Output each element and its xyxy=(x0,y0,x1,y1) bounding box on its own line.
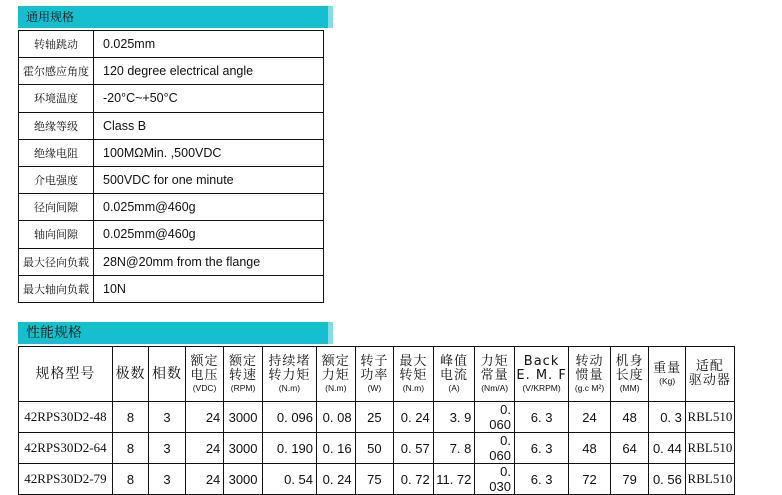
table-cell: 0. 24 xyxy=(317,464,356,495)
table-cell: 75 xyxy=(355,464,394,495)
column-header: 峰值 电流 (A) xyxy=(433,347,475,402)
table-row xyxy=(19,275,324,302)
table-cell: 50 xyxy=(355,433,394,464)
spec-key: 环境温度 xyxy=(19,85,94,112)
table-cell: 0. 060 xyxy=(475,433,515,464)
table-cell: 6. 3 xyxy=(514,464,568,495)
table-cell: 3000 xyxy=(224,433,263,464)
table-cell: 0. 030 xyxy=(475,464,515,495)
table-cell: 3 xyxy=(149,402,185,433)
model-cell: 42RPS30D2-64 xyxy=(19,433,113,464)
table-cell: 64 xyxy=(610,433,649,464)
spec-value: 28N@20mm from the flange xyxy=(94,248,324,275)
spec-key: 最大轴向负载 xyxy=(19,275,94,302)
general-specs-table xyxy=(18,30,324,303)
spec-value: 0.025mm@460g xyxy=(94,221,324,248)
column-header: 持续堵 转力矩 (N.m) xyxy=(262,347,316,402)
table-row xyxy=(19,31,324,58)
driver-cell: RBL510 xyxy=(685,402,734,433)
table-cell: 3000 xyxy=(224,464,263,495)
table-cell: 0. 08 xyxy=(317,402,356,433)
spec-value: Class B xyxy=(94,112,324,139)
column-header: 最大 转矩 (N.m) xyxy=(394,347,434,402)
table-cell: 3. 9 xyxy=(433,402,475,433)
table-row xyxy=(19,139,324,166)
general-specs-header: 通用规格 xyxy=(18,6,328,28)
table-cell: 8 xyxy=(112,433,148,464)
table-cell: 0. 44 xyxy=(649,433,685,464)
table-row xyxy=(19,58,324,85)
column-header: 重量 (Kg) xyxy=(649,347,685,402)
spec-key: 绝缘等级 xyxy=(19,112,94,139)
column-header: 规格型号 xyxy=(19,347,113,402)
table-row xyxy=(19,112,324,139)
table-cell: 0. 72 xyxy=(394,464,434,495)
spec-value: 100MΩMin. ,500VDC xyxy=(94,139,324,166)
spec-key: 介电强度 xyxy=(19,166,94,193)
column-header: 机身 长度 (MM) xyxy=(610,347,649,402)
table-cell: 0. 16 xyxy=(317,433,356,464)
column-header: 额定 力矩 (N.m) xyxy=(317,347,356,402)
table-row xyxy=(19,248,324,275)
driver-cell: RBL510 xyxy=(685,433,734,464)
driver-cell: RBL510 xyxy=(685,464,734,495)
table-cell: 8 xyxy=(112,464,148,495)
table-cell: 6. 3 xyxy=(514,433,568,464)
column-header: 额定 转速 (RPM) xyxy=(224,347,263,402)
performance-specs-header: 性能规格 xyxy=(18,322,328,344)
column-header: 额定 电压 (VDC) xyxy=(185,347,224,402)
table-cell: 0. 060 xyxy=(475,402,515,433)
table-cell: 24 xyxy=(185,402,224,433)
table-cell: 24 xyxy=(185,433,224,464)
table-cell: 8 xyxy=(112,402,148,433)
table-cell: 3 xyxy=(149,464,185,495)
column-header: 适配 驱动器 xyxy=(685,347,734,402)
table-row xyxy=(19,166,324,193)
spec-value: 500VDC for one minute xyxy=(94,166,324,193)
table-cell: 6. 3 xyxy=(514,402,568,433)
table-cell: 0. 24 xyxy=(394,402,434,433)
table-cell: 11. 72 xyxy=(433,464,475,495)
spec-key: 绝缘电阻 xyxy=(19,139,94,166)
table-cell: 24 xyxy=(185,464,224,495)
column-header: 力矩 常量 (Nm/A) xyxy=(475,347,515,402)
spec-key: 转轴跳动 xyxy=(19,31,94,58)
table-row xyxy=(19,433,735,464)
spec-key: 最大径向负载 xyxy=(19,248,94,275)
spec-value: 0.025mm@460g xyxy=(94,194,324,221)
column-header: 转动 惯量 (g.c M²) xyxy=(569,347,611,402)
column-header: 相数 xyxy=(149,347,185,402)
spec-value: 0.025mm xyxy=(94,31,324,58)
spec-value: 120 degree electrical angle xyxy=(94,58,324,85)
table-cell: 79 xyxy=(610,464,649,495)
spec-value: -20°C~+50°C xyxy=(94,85,324,112)
table-cell: 3000 xyxy=(224,402,263,433)
table-cell: 7. 8 xyxy=(433,433,475,464)
spec-key: 径向间隙 xyxy=(19,194,94,221)
table-cell: 0. 54 xyxy=(262,464,316,495)
table-cell: 0. 3 xyxy=(649,402,685,433)
column-header: 极数 xyxy=(112,347,148,402)
spec-value: 10N xyxy=(94,275,324,302)
table-cell: 0. 096 xyxy=(262,402,316,433)
table-cell: 0. 57 xyxy=(394,433,434,464)
header-row xyxy=(19,347,735,402)
table-row xyxy=(19,85,324,112)
table-row xyxy=(19,194,324,221)
table-cell: 24 xyxy=(569,402,611,433)
model-cell: 42RPS30D2-48 xyxy=(19,402,113,433)
spec-key: 霍尔感应角度 xyxy=(19,58,94,85)
table-cell: 72 xyxy=(569,464,611,495)
performance-specs-table xyxy=(18,346,735,495)
table-row xyxy=(19,221,324,248)
spec-key: 轴向间隙 xyxy=(19,221,94,248)
table-cell: 0. 56 xyxy=(649,464,685,495)
table-cell: 0. 190 xyxy=(262,433,316,464)
table-row xyxy=(19,402,735,433)
column-header: Back E. M. F (V/KRPM) xyxy=(514,347,568,402)
table-cell: 48 xyxy=(610,402,649,433)
table-cell: 3 xyxy=(149,433,185,464)
model-cell: 42RPS30D2-79 xyxy=(19,464,113,495)
table-cell: 25 xyxy=(355,402,394,433)
column-header: 转子 功率 (W) xyxy=(355,347,394,402)
table-cell: 48 xyxy=(569,433,611,464)
